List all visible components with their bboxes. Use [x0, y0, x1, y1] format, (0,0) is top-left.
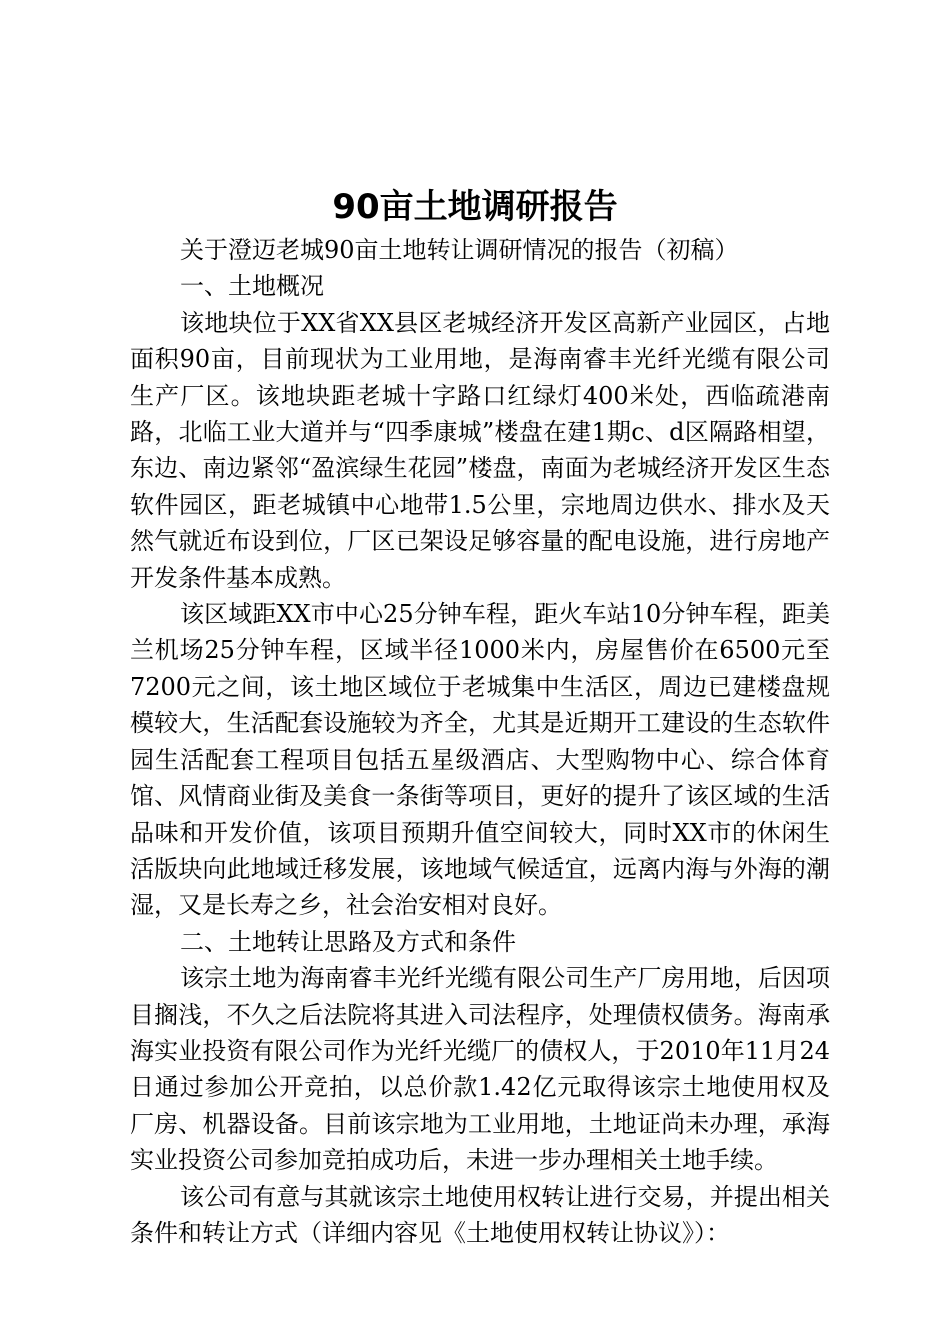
paragraph-surroundings: 该区域距XX市中心25分钟车程，距火车站10分钟车程，距美兰机场25分钟车程，区域半径1000米内，房屋售价在6500元至7200元之间，该土地区域位于老城集中生活区，周边已建楼盘规模较大，生活配套设施较为齐全，尤其是近期开工建设的生态软件园生活配套工程项目包括五星级酒店、大型购物中心、综合体育馆、风情商业街及美食一条街等项目，更好的提升了该区域的生活品味和开发价值，该项目预期升值空间较大，同时XX市的休闲生活版块向此地域迁移发展，该地域气候适宜，远离内海与外海的潮湿，又是长寿之乡，社会治安相对良好。: [130, 600, 830, 920]
section-heading-overview: 一、土地概况: [180, 272, 324, 301]
paragraph-transfer-terms: 该公司有意与其就该宗土地使用权转让进行交易，并提出相关条件和转让方式（详细内容见《土地使用权转让协议》）：: [130, 1182, 830, 1247]
document-title: 90亩土地调研报告: [332, 187, 618, 227]
document-subtitle: 关于澄迈老城90亩土地转让调研情况的报告（初稿）: [180, 236, 739, 264]
document-body: [130, 232, 830, 1251]
paragraph-location: 该地块位于XX省XX县区老城经济开发区高新产业园区，占地面积90亩，目前现状为工业用地，是海南睿丰光纤光缆有限公司生产厂区。该地块距老城十字路口红绿灯400米处，西临疏港南路，北临工业大道并与“四季康城”楼盘在建1期c、d区隔路相望，东边、南边紧邻“盈滨绿生花园”楼盘，南面为老城经济开发区生态软件园区，距老城镇中心地带1.5公里，宗地周边供水、排水及天然气就近布设到位，厂区已架设足够容量的配电设施，进行房地产开发条件基本成熟。: [130, 308, 830, 592]
paragraph-ownership: 该宗土地为海南睿丰光纤光缆有限公司生产厂房用地，后因项目搁浅，不久之后法院将其进入司法程序，处理债权债务。海南承海实业投资有限公司作为光纤光缆厂的债权人，于2010年11月24日通过参加公开竞拍，以总价款1.42亿元取得该宗土地使用权及厂房、机器设备。目前该宗地为工业用地，土地证尚未办理，承海实业投资公司参加竞拍成功后，未进一步办理相关土地手续。: [130, 964, 830, 1175]
section-heading-transfer: 二、土地转让思路及方式和条件: [180, 927, 516, 956]
